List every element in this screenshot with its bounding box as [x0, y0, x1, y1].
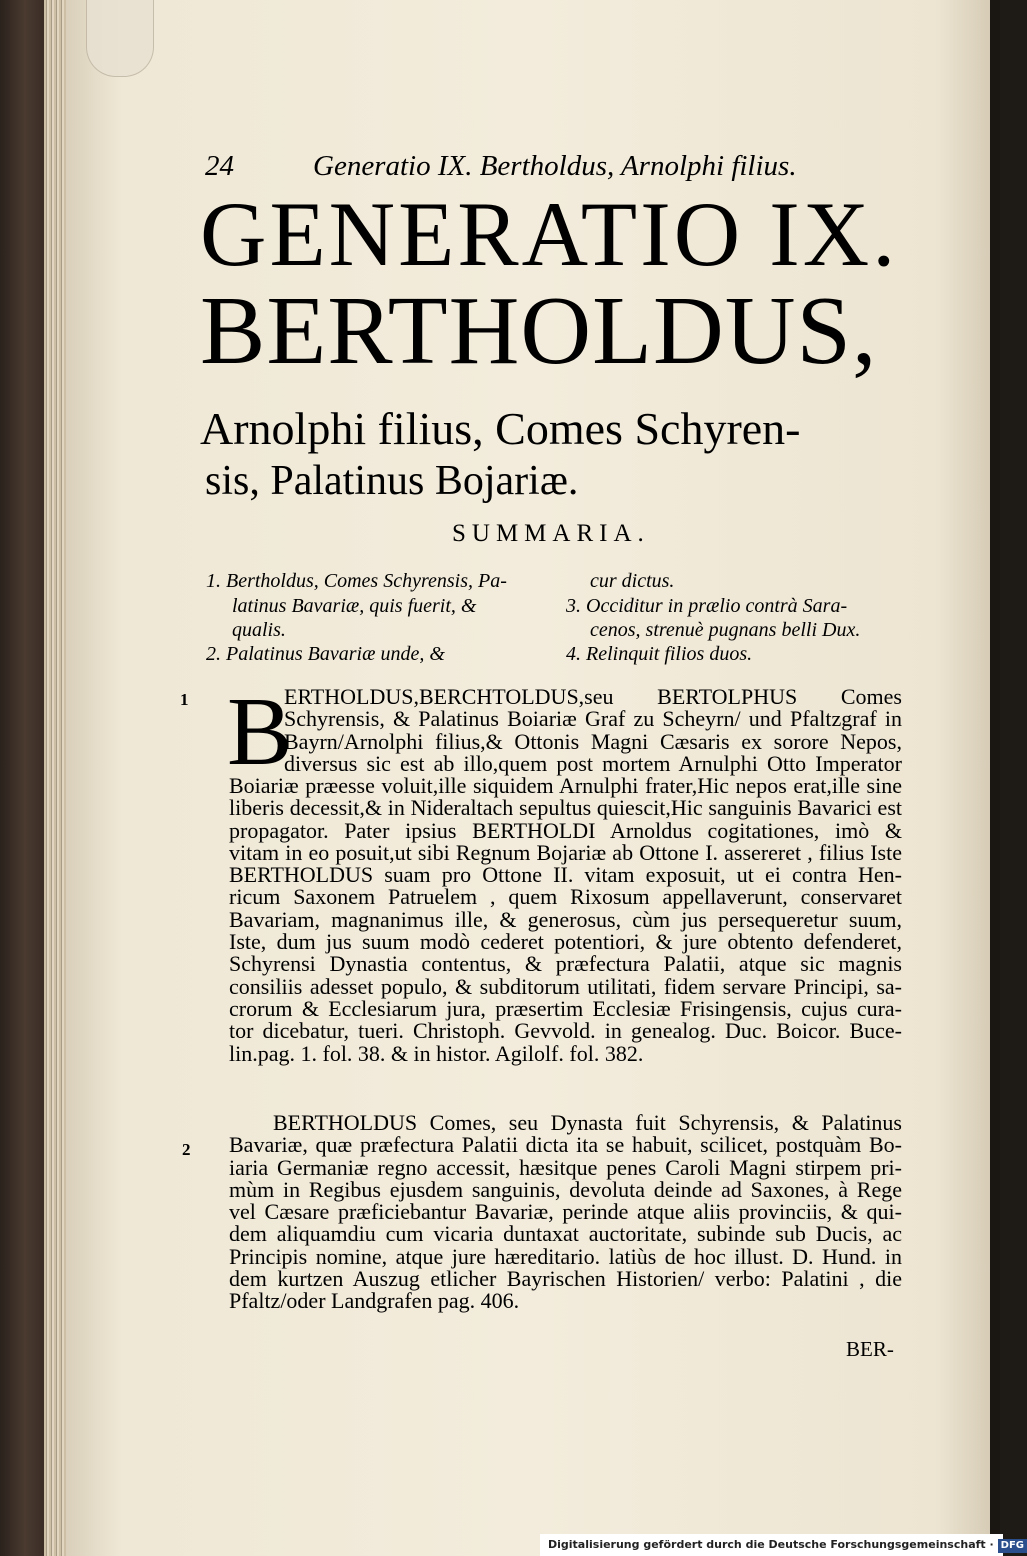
dfg-logo: DFG: [998, 1539, 1027, 1553]
text-line: vel Cæsare præficiebantur Bavariæ, perinde atque aliis provinciis, & qui-: [229, 1199, 902, 1225]
summaria-left-1: 1. Bertholdus, Comes Schyrensis, Pa-: [206, 570, 507, 592]
text-line: Iste, dum jus suum modò cederet potentiori, & jure obtento defenderet,: [229, 929, 902, 955]
margin-number-1: 1: [180, 690, 189, 709]
text-line: BERTHOLDUS suam pro Ottone II. vitam exposuit, ut ei contra Hen-: [229, 862, 902, 888]
text-line: mùm in Regibus ejusdem sanguinis, devoluta deinde ad Saxones, à Rege: [229, 1176, 902, 1202]
background-edge: [990, 0, 1000, 1556]
text-line: lin.pag. 1. fol. 38. & in histor. Agilolf. fol. 382.: [229, 1040, 644, 1066]
summaria-right-2: 3. Occiditur in prælio contrà Sara-: [566, 595, 848, 617]
text-line: Schyrensi Dynastia contentus, & præfectura Palatii, atque sic magnis: [229, 951, 902, 977]
subtitle-line-1: Arnolphi filius, Comes Schyren-: [200, 403, 801, 454]
page-number: 24: [205, 150, 234, 182]
text-line: dem kurtzen Auszug etlicher Bayrischen Historien/ verbo: Palatini , die: [229, 1266, 902, 1292]
footer-text: Digitalisierung gefördert durch die Deutsche Forschungsgemeinschaft ·: [548, 1538, 994, 1551]
text-line: crorum & Ecclesiarum jura, præsertim Ecclesiæ Frisingensis, cujus cura-: [229, 995, 902, 1021]
summaria-left-3: qualis.: [232, 619, 286, 641]
running-title: Generatio IX. Bertholdus, Arnolphi filius.: [313, 150, 797, 182]
page-edges: [44, 0, 68, 1556]
text-line: ERTHOLDUS,BERCHTOLDUS,seu BERTOLPHUS Comes: [284, 684, 902, 709]
summaria-left-4: 2. Palatinus Bavariæ unde, &: [206, 643, 445, 665]
text-line: Boiariæ præesse voluit,ille siquidem Arnulphi frater,Hic nepos erat,ille sine: [229, 773, 902, 798]
text-line: BERTHOLDUS Comes, seu Dynasta fuit Schyrensis, & Palatinus: [273, 1110, 902, 1135]
text-line: Bavariæ, quæ præfectura Palatii dicta ita se habuit, scilicet, postquàm Bo-: [229, 1132, 902, 1158]
text-line: dem aliquamdiu cum vicaria duntaxat auctoritate, subinde sub Ducis, ac: [229, 1221, 902, 1247]
text-line: Schyrensis, & Palatinus Boiariæ Graf zu Scheyrn/ und Pfaltzgraf in: [284, 706, 902, 732]
text-line: vitam in eo posuit,ut sibi Regnum Bojariæ ab Ottone I. assereret , filius Iste: [229, 839, 902, 865]
text-line: diversus sic est ab illo,quem post mortem Arnulphi Otto Imperator: [284, 750, 902, 776]
title-bertholdus: BERTHOLDUS,: [200, 277, 878, 385]
text-line: Principis nomine, atque jure hæreditario. latiùs de hoc illust. D. Hund. in: [229, 1243, 902, 1269]
text-line: consiliis adesset populo, & subditorum utilitati, fidem servare Principi, sa-: [229, 973, 902, 999]
summaria-right-4: 4. Relinquit filios duos.: [566, 643, 753, 665]
margin-number-2: 2: [182, 1140, 191, 1159]
funding-footer: [540, 1534, 1025, 1556]
summaria-right-3: cenos, strenuè pugnans belli Dux.: [590, 619, 861, 641]
text-line: liberis decessit,& in Nideraltach sepultus quiescit,Hic sanguinis Bavarici est: [229, 795, 902, 821]
text-line: Bayrn/Arnolphi filius,& Ottonis Magni Cæsaris ex sorore Nepos,: [284, 728, 902, 754]
page-tab: [86, 0, 154, 77]
text-line: ricum Saxonem Patruelem , quem Rixosum appellaverunt, conservaret: [229, 884, 902, 910]
text-line: iaria Germaniæ regno accessit, hæsitque penes Caroli Magni stirpem pri-: [229, 1154, 902, 1180]
text-line: propagator. Pater ipsius BERTHOLDI Arnoldus cogitationes, imò &: [229, 817, 902, 843]
paragraph-2: [229, 1112, 902, 1313]
drop-capital: B: [227, 678, 293, 786]
summaria-right-1: cur dictus.: [590, 570, 675, 592]
summaria-left-2: latinus Bavariæ, quis fuerit, &: [232, 595, 477, 617]
paragraph-1-body: [229, 775, 902, 1065]
subtitle-line-2: sis, Palatinus Bojariæ.: [205, 458, 579, 504]
text-line: Bavariam, magnanimus ille, & generosus, cùm jus persequeretur suum,: [229, 906, 902, 932]
catchword: BER-: [846, 1337, 894, 1361]
paragraph-1-head: [284, 686, 902, 775]
summaria-heading: SUMMARIA.: [452, 520, 650, 547]
text-line: tor dicebatur, tueri. Christoph. Gevvold. in genealog. Duc. Boicor. Buce-: [229, 1018, 902, 1044]
text-line: Pfaltz/oder Landgrafen pag. 406.: [229, 1288, 520, 1314]
title-generatio: GENERATIO IX.: [200, 183, 899, 285]
